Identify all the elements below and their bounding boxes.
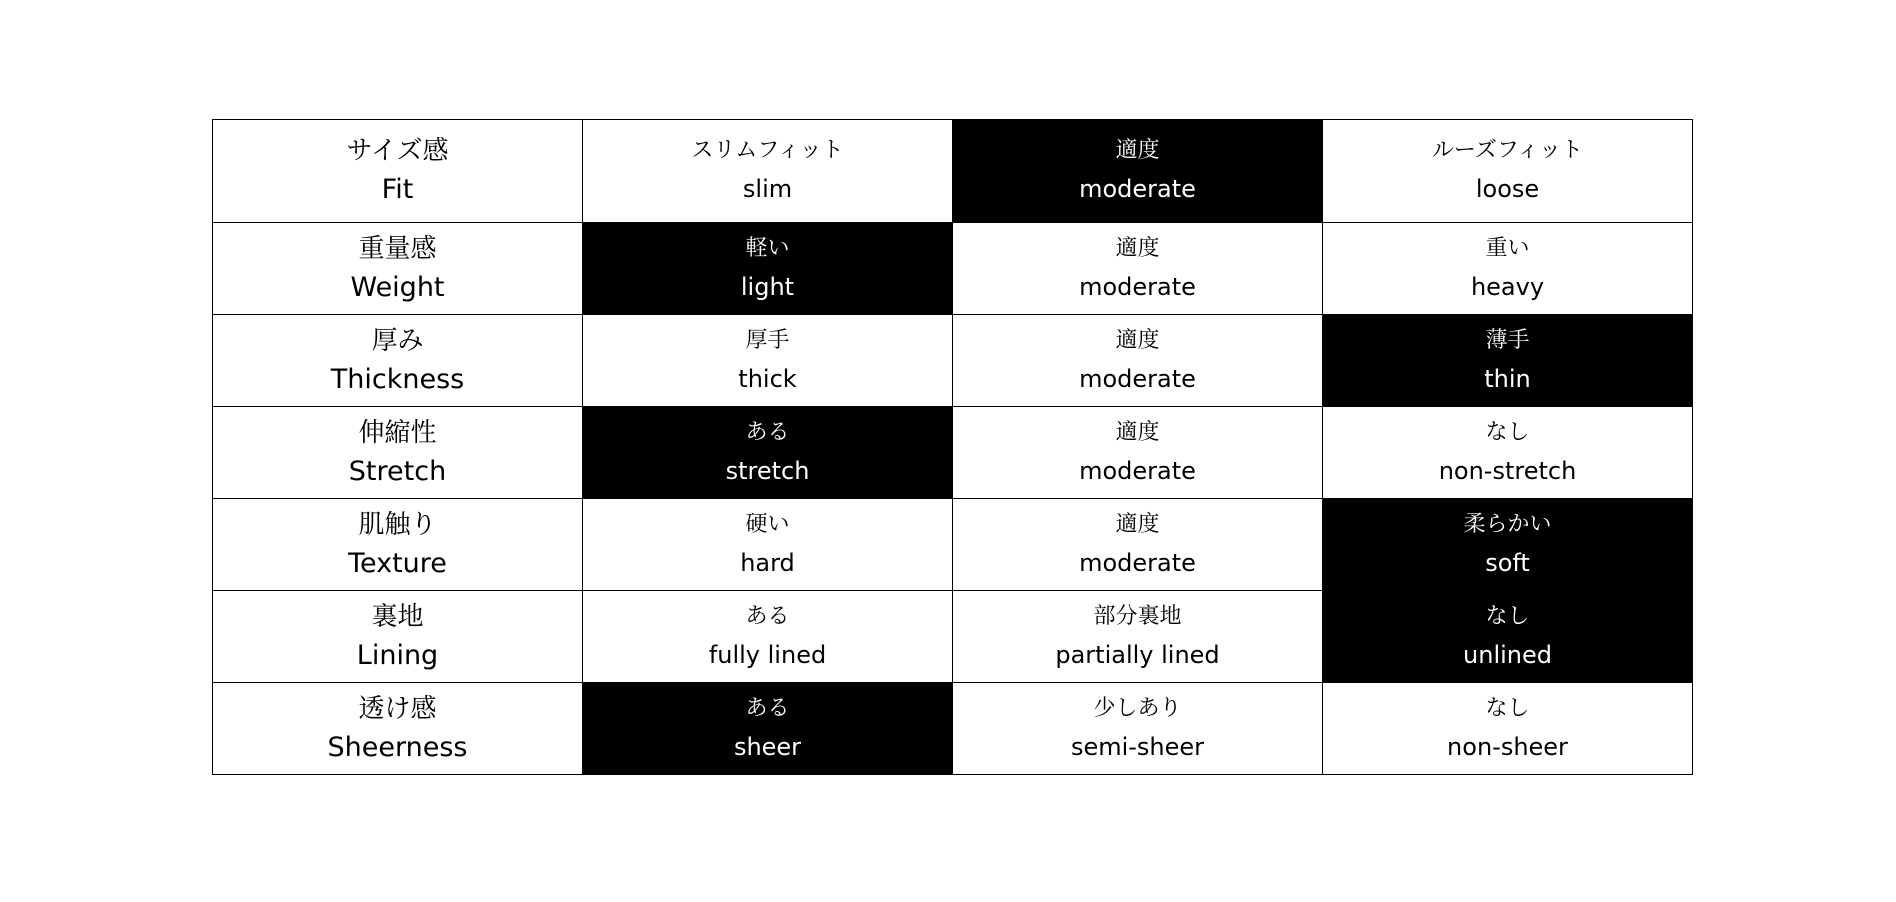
option-jp: スリムフィット <box>691 138 844 163</box>
option-cell <box>1323 223 1693 315</box>
option-jp: 部分裏地 <box>1093 603 1182 629</box>
attribute-label-lining <box>213 591 583 683</box>
option-cell-selected <box>1323 591 1693 683</box>
option-cell <box>953 591 1323 683</box>
row-stretch <box>213 407 1693 499</box>
option-jp: ある <box>745 603 790 629</box>
option-cell-selected <box>583 407 953 499</box>
row-sheerness <box>213 683 1693 775</box>
option-en: moderate <box>1079 548 1196 577</box>
option-cell <box>1323 683 1693 775</box>
option-en: non-sheer <box>1447 732 1568 761</box>
option-cell <box>1323 407 1693 499</box>
attribute-label-texture <box>213 499 583 591</box>
option-jp: 厚手 <box>745 327 790 353</box>
label-en: Fit <box>381 174 414 205</box>
option-jp: 少しあり <box>1093 695 1182 721</box>
option-cell <box>953 407 1323 499</box>
option-jp: 重い <box>1485 235 1530 261</box>
attribute-label-fit <box>213 120 583 223</box>
option-jp: 薄手 <box>1485 327 1530 353</box>
option-cell <box>583 120 953 223</box>
option-en: hard <box>740 548 795 577</box>
option-en: moderate <box>1079 364 1196 393</box>
fabric-attribute-table <box>212 119 1693 775</box>
label-en: Stretch <box>348 455 447 487</box>
option-jp: なし <box>1485 603 1530 629</box>
option-cell-selected <box>953 120 1323 223</box>
option-jp: 柔らかい <box>1463 511 1552 537</box>
option-en: stretch <box>725 456 810 485</box>
option-cell-selected <box>1323 499 1693 591</box>
label-jp: 伸縮性 <box>358 417 437 448</box>
row-texture <box>213 499 1693 591</box>
option-cell <box>953 223 1323 315</box>
row-lining <box>213 591 1693 683</box>
option-en: slim <box>742 175 793 203</box>
option-jp: なし <box>1485 419 1530 445</box>
label-jp: 厚み <box>371 325 424 356</box>
option-cell <box>583 499 953 591</box>
option-jp: 硬い <box>745 511 790 537</box>
option-cell-selected <box>1323 315 1693 407</box>
option-cell <box>1323 120 1693 223</box>
option-en: unlined <box>1463 640 1552 669</box>
label-jp: 裏地 <box>371 601 424 632</box>
option-en: non-stretch <box>1438 456 1577 485</box>
option-en: light <box>740 272 795 301</box>
label-en: Weight <box>350 271 445 303</box>
option-jp: 適度 <box>1115 138 1160 163</box>
label-en: Thickness <box>330 363 465 395</box>
row-weight <box>213 223 1693 315</box>
option-jp: 適度 <box>1115 327 1160 353</box>
option-jp: 軽い <box>745 235 790 261</box>
option-en: semi-sheer <box>1070 732 1205 761</box>
row-thickness <box>213 315 1693 407</box>
option-jp: なし <box>1485 695 1530 721</box>
option-jp: 適度 <box>1115 235 1160 261</box>
option-en: moderate <box>1079 272 1196 301</box>
attribute-label-sheerness <box>213 683 583 775</box>
attribute-label-weight <box>213 223 583 315</box>
attribute-label-thickness <box>213 315 583 407</box>
label-en: Lining <box>356 639 439 671</box>
label-en: Sheerness <box>327 731 468 763</box>
attribute-label-stretch <box>213 407 583 499</box>
option-cell <box>953 683 1323 775</box>
option-en: thick <box>738 364 797 393</box>
option-jp: 適度 <box>1115 511 1160 537</box>
label-jp: サイズ感 <box>346 136 449 166</box>
label-jp: 透け感 <box>358 693 437 724</box>
option-en: loose <box>1475 175 1540 203</box>
label-jp: 重量感 <box>358 233 437 264</box>
option-cell-selected <box>583 223 953 315</box>
option-en: sheer <box>733 732 802 761</box>
option-en: soft <box>1485 548 1530 577</box>
option-en: moderate <box>1079 456 1196 485</box>
option-jp: 適度 <box>1115 419 1160 445</box>
option-en: thin <box>1484 364 1531 393</box>
option-en: partially lined <box>1055 640 1220 669</box>
option-cell <box>953 315 1323 407</box>
option-jp: ある <box>745 419 790 445</box>
option-jp: ある <box>745 695 790 721</box>
option-en: fully lined <box>708 640 827 669</box>
option-en: heavy <box>1470 272 1545 301</box>
option-cell <box>583 315 953 407</box>
option-jp: ルーズフィット <box>1431 138 1584 163</box>
option-cell <box>953 499 1323 591</box>
option-cell-selected <box>583 683 953 775</box>
label-en: Texture <box>348 547 447 579</box>
label-jp: 肌触り <box>358 509 437 540</box>
option-cell <box>583 591 953 683</box>
row-fit <box>213 120 1693 223</box>
option-en: moderate <box>1079 175 1196 203</box>
